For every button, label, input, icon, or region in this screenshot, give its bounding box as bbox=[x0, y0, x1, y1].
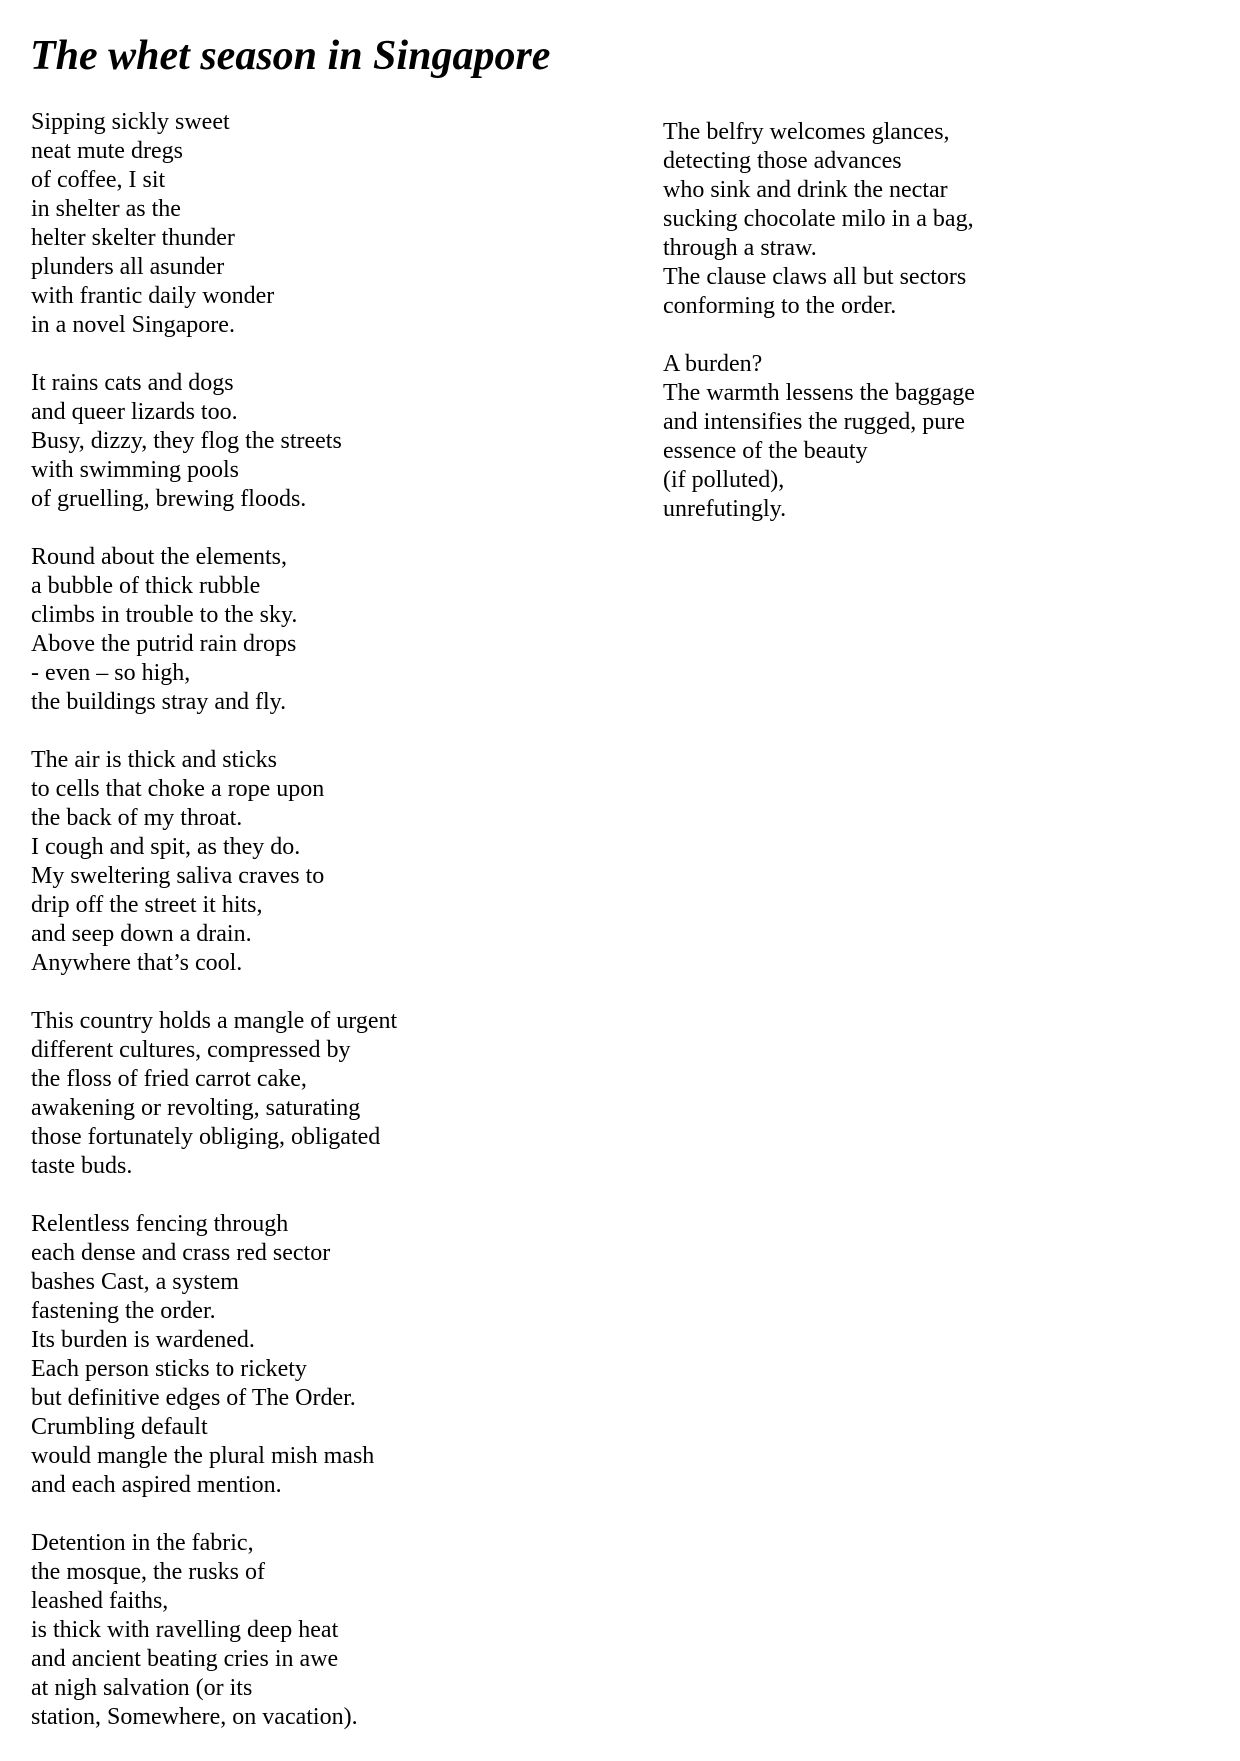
poem-line: Each person sticks to rickety bbox=[31, 1356, 307, 1382]
poem-line: bashes Cast, a system bbox=[31, 1269, 239, 1295]
poem-line: the buildings stray and fly. bbox=[31, 689, 287, 715]
poem-line: plunders all asunder bbox=[31, 254, 225, 280]
poem-line: The belfry welcomes glances, bbox=[663, 119, 950, 145]
poem-line: Detention in the fabric, bbox=[31, 1530, 254, 1556]
poem-line: Its burden is wardened. bbox=[31, 1327, 255, 1353]
poem-line: Round about the elements, bbox=[31, 544, 287, 570]
poem-line: in shelter as the bbox=[31, 196, 181, 222]
poem-line: a bubble of thick rubble bbox=[31, 573, 261, 599]
poem-line: who sink and drink the nectar bbox=[663, 177, 948, 203]
poem-line: climbs in trouble to the sky. bbox=[31, 602, 298, 628]
poem-line: and intensifies the rugged, pure bbox=[663, 409, 965, 435]
stanza bbox=[663, 118, 1223, 321]
poem-line: and ancient beating cries in awe bbox=[31, 1646, 339, 1672]
stanza bbox=[31, 1007, 631, 1181]
poem-line: unrefutingly. bbox=[663, 496, 787, 522]
stanza bbox=[31, 108, 631, 340]
poem-line: sucking chocolate milo in a bag, bbox=[663, 206, 974, 232]
poem-line: The air is thick and sticks bbox=[31, 747, 277, 773]
stanza bbox=[31, 1210, 631, 1500]
poem-line: Busy, dizzy, they flog the streets bbox=[31, 428, 342, 454]
poem-line: in a novel Singapore. bbox=[31, 312, 235, 338]
poem-line: each dense and crass red sector bbox=[31, 1240, 331, 1266]
poem-line: I cough and spit, as they do. bbox=[31, 834, 301, 860]
poem-right-column bbox=[663, 118, 1223, 553]
stanza bbox=[31, 369, 631, 514]
poem-line: essence of the beauty bbox=[663, 438, 868, 464]
poem-line: the back of my throat. bbox=[31, 805, 243, 831]
poem-line: with frantic daily wonder bbox=[31, 283, 275, 309]
stanza bbox=[31, 543, 631, 717]
poem-line: conforming to the order. bbox=[663, 293, 897, 319]
poem-line: at nigh salvation (or its bbox=[31, 1675, 253, 1701]
poem-line: the mosque, the rusks of bbox=[31, 1559, 265, 1585]
poem-line: helter skelter thunder bbox=[31, 225, 235, 251]
poem-line: - even – so high, bbox=[31, 660, 191, 686]
poem-line: It rains cats and dogs bbox=[31, 370, 234, 396]
poem-line: fastening the order. bbox=[31, 1298, 216, 1324]
poem-line: neat mute dregs bbox=[31, 138, 183, 164]
poem-line: taste buds. bbox=[31, 1153, 133, 1179]
poem-left-column bbox=[31, 108, 631, 1761]
poem-line: to cells that choke a rope upon bbox=[31, 776, 325, 802]
poem-line: awakening or revolting, saturating bbox=[31, 1095, 361, 1121]
poem-line: Above the putrid rain drops bbox=[31, 631, 297, 657]
poem-line: Anywhere that’s cool. bbox=[31, 950, 243, 976]
poem-line: drip off the street it hits, bbox=[31, 892, 263, 918]
poem-line: and each aspired mention. bbox=[31, 1472, 282, 1498]
poem-line: Relentless fencing through bbox=[31, 1211, 289, 1237]
poem-line: those fortunately obliging, obligated bbox=[31, 1124, 381, 1150]
poem-title: The whet season in Singapore bbox=[30, 33, 551, 79]
poem-line: A burden? bbox=[663, 351, 763, 377]
poem-line: through a straw. bbox=[663, 235, 817, 261]
poem-line: is thick with ravelling deep heat bbox=[31, 1617, 339, 1643]
poem-line: (if polluted), bbox=[663, 467, 785, 493]
poem-line: with swimming pools bbox=[31, 457, 240, 483]
stanza bbox=[31, 1529, 631, 1732]
poem-line: of coffee, I sit bbox=[31, 167, 166, 193]
poem-line: Sipping sickly sweet bbox=[31, 109, 230, 135]
poem-line: detecting those advances bbox=[663, 148, 902, 174]
stanza bbox=[31, 746, 631, 978]
poem-line: This country holds a mangle of urgent bbox=[31, 1008, 398, 1034]
poem-line: and queer lizards too. bbox=[31, 399, 238, 425]
poem-line: and seep down a drain. bbox=[31, 921, 252, 947]
poem-line: The clause claws all but sectors bbox=[663, 264, 967, 290]
poem-line: the floss of fried carrot cake, bbox=[31, 1066, 307, 1092]
poem-line: would mangle the plural mish mash bbox=[31, 1443, 375, 1469]
poem-line: station, Somewhere, on vacation). bbox=[31, 1704, 358, 1730]
poem-line: different cultures, compressed by bbox=[31, 1037, 351, 1063]
stanza bbox=[663, 350, 1223, 524]
poem-line: leashed faiths, bbox=[31, 1588, 169, 1614]
poem-line: of gruelling, brewing floods. bbox=[31, 486, 307, 512]
poem-line: My sweltering saliva craves to bbox=[31, 863, 325, 889]
poem-line: Crumbling default bbox=[31, 1414, 208, 1440]
poem-line: The warmth lessens the baggage bbox=[663, 380, 975, 406]
poem-line: but definitive edges of The Order. bbox=[31, 1385, 356, 1411]
